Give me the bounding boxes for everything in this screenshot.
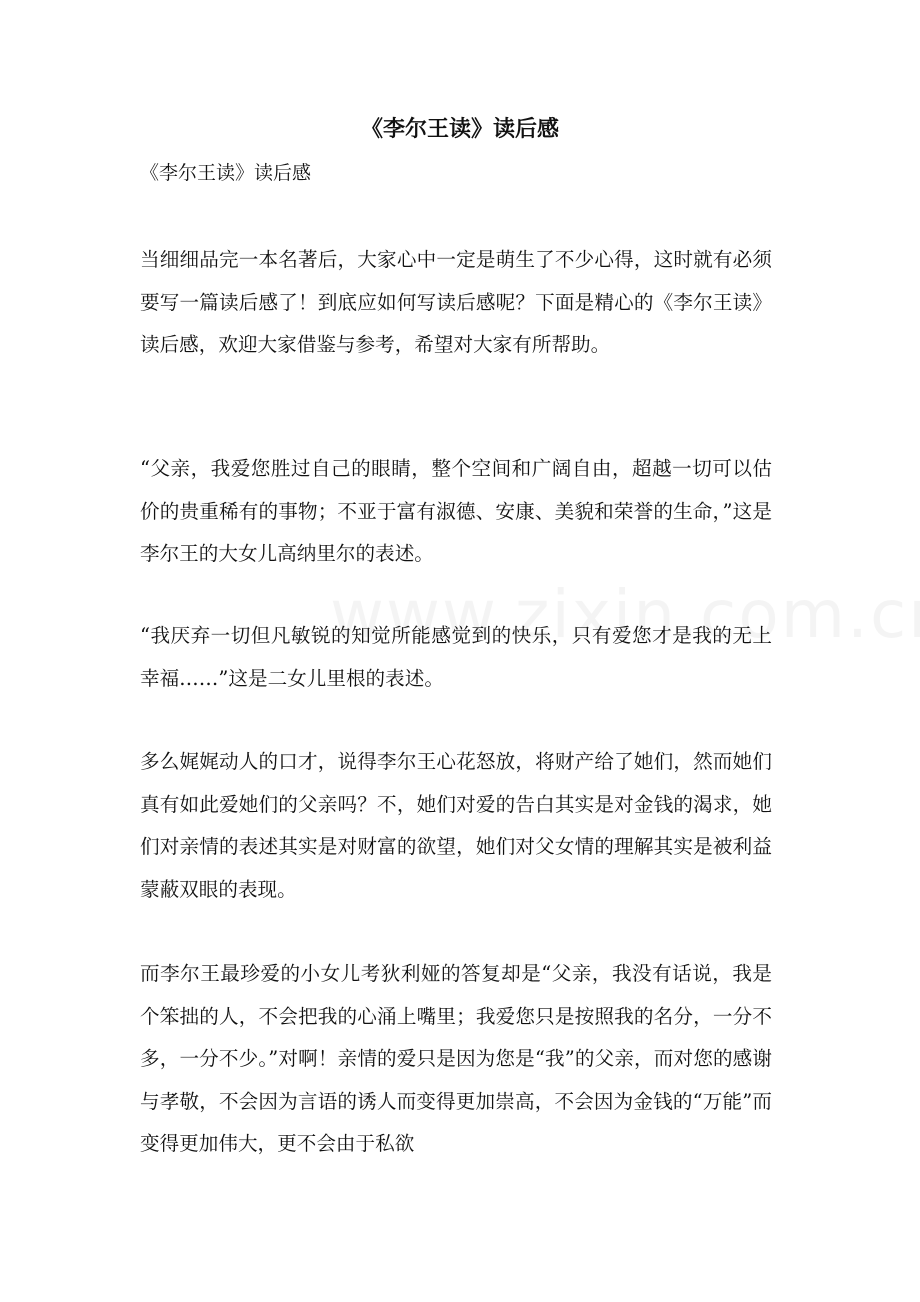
paragraph-regan-quote: “我厌弃一切但凡敏锐的知觉所能感觉到的快乐，只有爱您才是我的无上幸福……”这是二女儿里根的表述。 bbox=[140, 624, 772, 690]
paragraph-intro: 当细细品完一本名著后，大家心中一定是萌生了不少心得，这时就有必须要写一篇读后感了！到底应如何写读后感呢？下面是精心的《李尔王读》读后感，欢迎大家借鉴与参考，希望对大家有所帮助。 bbox=[140, 248, 772, 356]
paragraph-goneril-quote: “父亲，我爱您胜过自己的眼睛，整个空间和广阔自由，超越一切可以估价的贵重稀有的事物；不亚于富有淑德、安康、美貌和荣誉的生命，”这是李尔王的大女儿高纳里尔的表述。 bbox=[140, 457, 772, 565]
document-title: 《李尔王读》读后感 bbox=[360, 116, 559, 142]
document-subtitle: 《李尔王读》读后感 bbox=[140, 162, 312, 184]
paragraph-analysis: 多么娓娓动人的口才，说得李尔王心花怒放，将财产给了她们，然而她们真有如此爱她们的父亲吗？不，她们对爱的告白其实是对金钱的渴求，她们对亲情的表述其实是对财富的欲望，她们对父女情的理解其实是被利益蒙蔽双眼的表现。 bbox=[140, 750, 772, 901]
paragraph-cordelia: 而李尔王最珍爱的小女儿考狄利娅的答复却是“父亲，我没有话说，我是个笨拙的人，不会把我的心涌上嘴里；我爱您只是按照我的名分，一分不多，一分不少。”对啊！亲情的爱只是因为您是“我”的父亲，而对您的感谢与孝敬，不会因为言语的诱人而变得更加崇高，不会因为金钱的“万能”而变得更加伟大，更不会由于私欲 bbox=[140, 962, 772, 1155]
